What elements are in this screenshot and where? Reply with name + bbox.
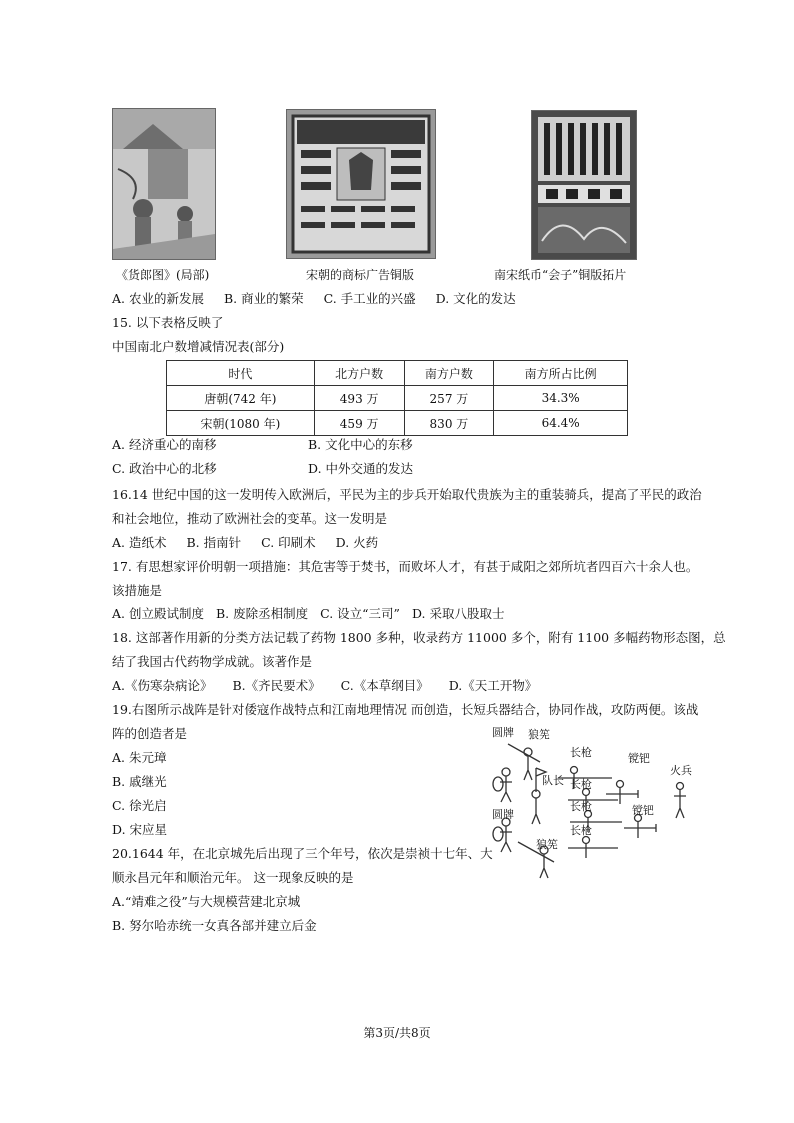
q16-option-c[interactable]: C. 印刷术 [261,535,316,550]
label-langxian-top: 狼筅 [528,728,550,741]
label-huobing: 火兵 [670,764,692,777]
q16-stem-line2: 和社会地位，推动了欧洲社会的变革。这一发明是 [112,511,388,526]
q17-option-b[interactable]: B. 废除丞相制度 [215,606,309,621]
label-langxian-bottom: 狼筅 [536,838,558,851]
label-changqiang-4: 长枪 [570,824,592,837]
q19-stem-line2: 阵的创造者是 [112,726,188,741]
q14-options [112,290,532,308]
table-row [167,411,628,436]
battle-formation-diagram [488,722,698,884]
q15-option-a[interactable]: A. 经济重心的南移 [112,437,217,452]
q18-option-b[interactable]: B.《齐民要术》 [232,678,321,693]
q16-option-b[interactable]: B. 指南针 [186,535,242,550]
label-yuanpai-top: 圆牌 [492,726,514,739]
q15-option-d[interactable]: D. 中外交通的发达 [308,461,414,476]
q19-option-b[interactable]: B. 戚继光 [112,774,167,789]
label-duizhang: 队长 [542,774,564,787]
label-changqiang-3: 长枪 [570,800,592,813]
soldier-shield-bottom [493,818,512,852]
table-cell: 宋朝(1080 年) [167,411,315,436]
figure-song-trademark-plate [286,109,436,259]
q18-option-c[interactable]: C.《本草纲目》 [340,678,429,693]
q20-option-b[interactable]: B. 努尔哈赤统一女真各部并建立后金 [112,918,317,933]
table-header-cell: 南方所占比例 [494,361,628,386]
q17-option-d[interactable]: D. 采取八股取士 [411,606,505,621]
table-cell: 257 万 [404,386,494,411]
q15-stem: 15. 以下表格反映了 [112,315,224,330]
figure-huolang-painting [112,108,216,260]
q20-stem-line1: 20.1644 年，在北京城先后出现了三个年号，依次是崇祯十七年、大 [112,846,493,861]
q15-option-b[interactable]: B. 文化中心的东移 [308,437,413,452]
q15-table-title: 中国南北户数增减情况表(部分) [112,339,285,354]
table-row [167,386,628,411]
q19-option-d[interactable]: D. 宋应星 [112,822,168,837]
q17-option-c[interactable]: C. 设立“三司” [320,606,400,621]
q16-option-a[interactable]: A. 造纸术 [112,535,167,550]
q16-option-d[interactable]: D. 火药 [335,535,379,550]
q14-option-a[interactable]: A. 农业的新发展 [112,291,204,306]
q17-stem-line2: 该措施是 [112,583,163,598]
label-tangba-top: 镋钯 [628,752,650,765]
table-header-cell: 南方户数 [404,361,494,386]
q14-option-b[interactable]: B. 商业的繁荣 [223,291,304,306]
q15-option-c[interactable]: C. 政治中心的北移 [112,461,217,476]
table-header-row [167,361,628,386]
q19-option-c[interactable]: C. 徐光启 [112,798,167,813]
q17-option-a[interactable]: A. 创立殿试制度 [112,606,204,621]
q18-stem-line1: 18. 这部著作用新的分类方法记载了药物 1800 多种，收录药方 11000 多个，附有 1100 多幅药物形态图，总 [112,630,726,645]
q18-option-a[interactable]: A.《伤寒杂病论》 [112,678,213,693]
q15-table [166,360,628,436]
table-header-cell: 北方户数 [314,361,404,386]
table-cell: 唐朝(742 年) [167,386,315,411]
q20-stem-line2: 顺永昌元年和顺治元年。 这一现象反映的是 [112,870,354,885]
label-yuanpai-bottom: 圆牌 [492,808,514,821]
q17-stem-line1: 17. 有思想家评价明朝一项措施：其危害等于焚书，而败坏人才，有甚于咸阳之郊所坑者四百六十余人也。 [112,559,699,574]
figure-caption-1: 《货郎图》(局部) [116,268,210,282]
table-cell: 34.3% [494,386,628,411]
q18-stem-line2: 结了我国古代药物学成就。该著作是 [112,654,313,669]
table-header-cell: 时代 [167,361,315,386]
q18-options [112,677,553,695]
q20-option-a[interactable]: A.“靖难之役”与大规模营建北京城 [112,894,301,909]
table-cell: 64.4% [494,411,628,436]
q19-option-a[interactable]: A. 朱元璋 [112,750,167,765]
figure-caption-3: 南宋纸币“会子”铜版拓片 [494,268,627,282]
q14-option-d[interactable]: D. 文化的发达 [435,291,516,306]
q16-options [112,534,394,552]
soldier-huobing [674,783,686,819]
table-cell: 493 万 [314,386,404,411]
page-number: 第3页/共8页 [363,1026,431,1040]
q17-options [112,605,520,623]
soldier-langxian-top [508,744,540,780]
figure-caption-2: 宋朝的商标广告铜版 [306,268,415,282]
soldier-shield-top [493,768,512,802]
label-changqiang-2: 长枪 [570,778,592,791]
table-cell: 459 万 [314,411,404,436]
q19-stem-line1: 19.右图所示战阵是针对倭寇作战特点和江南地理情况 而创造，长短兵器结合，协同作战，攻防两便。该战 [112,702,699,717]
q14-option-c[interactable]: C. 手工业的兴盛 [323,291,416,306]
q18-option-d[interactable]: D.《天工开物》 [448,678,538,693]
table-cell: 830 万 [404,411,494,436]
q16-stem-line1: 16.14 世纪中国的这一发明传入欧洲后，平民为主的步兵开始取代贵族为主的重装骑兵，提高了平民的政治 [112,487,702,502]
figure-huizi-rubbing [531,110,637,260]
label-tangba-bottom: 镋钯 [632,804,654,817]
label-changqiang-1: 长枪 [570,746,592,759]
